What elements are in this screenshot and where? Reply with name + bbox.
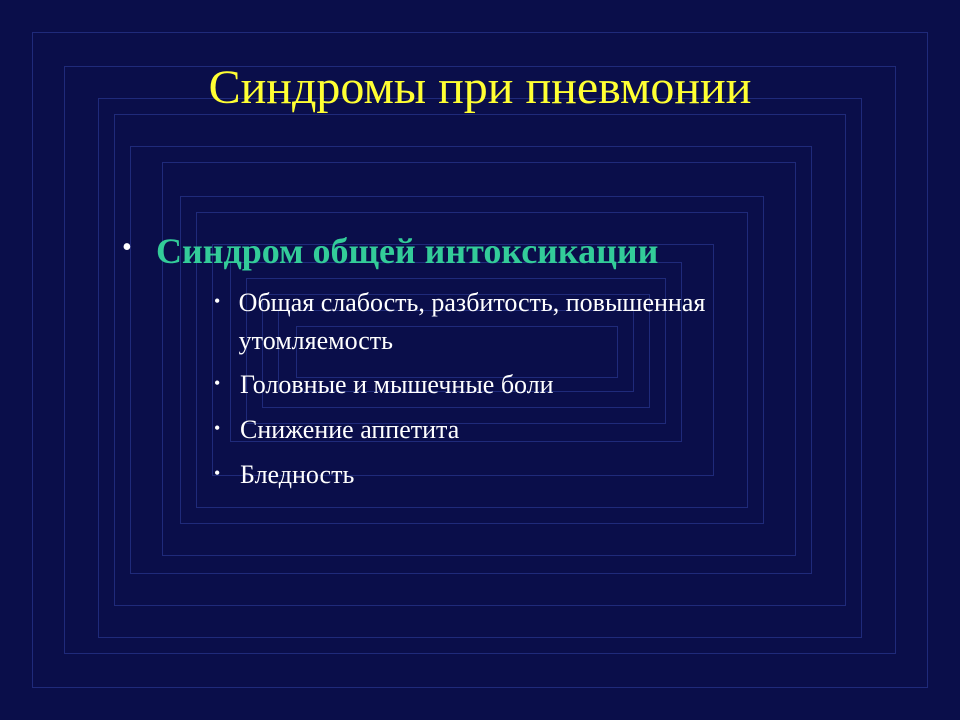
bullet-icon: • (214, 463, 221, 483)
bullet-icon: • (214, 291, 221, 311)
slide-title: Синдромы при пневмонии (208, 61, 752, 114)
section-heading-text: Синдром общей интоксикации (156, 231, 659, 271)
section-heading (122, 226, 822, 276)
list-item (214, 456, 834, 494)
list-item (214, 411, 834, 449)
list-item-text: Головные и мышечные боли (240, 370, 554, 399)
bullet-icon: • (122, 232, 132, 263)
list-item-text: Бледность (240, 460, 355, 489)
bullet-icon: • (214, 418, 221, 438)
bullet-icon: • (214, 373, 221, 393)
list-item (214, 366, 834, 404)
list-item-text: Общая слабость, разбитость, повышенная утомляемость (238, 288, 706, 355)
list-item (214, 284, 834, 360)
list-item-text: Снижение аппетита (240, 415, 460, 444)
